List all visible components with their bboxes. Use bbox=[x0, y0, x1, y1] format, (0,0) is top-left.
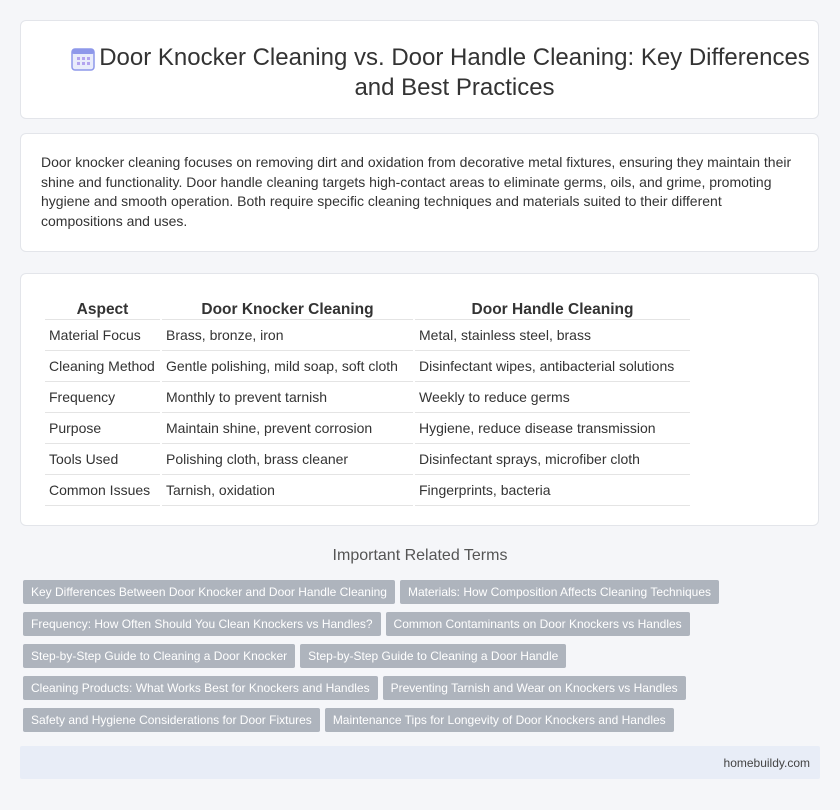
table-row bbox=[45, 413, 690, 444]
table-cell: Purpose bbox=[45, 413, 160, 444]
table-cell: Weekly to reduce germs bbox=[415, 382, 690, 413]
tag-row bbox=[23, 676, 823, 708]
tag-row bbox=[23, 644, 823, 676]
tag-row bbox=[23, 708, 823, 740]
table-cell: Tools Used bbox=[45, 444, 160, 475]
table-cell: Cleaning Method bbox=[45, 351, 160, 382]
table-cell: Metal, stainless steel, brass bbox=[415, 320, 690, 351]
related-term-tag[interactable]: Safety and Hygiene Considerations for Door Fixtures bbox=[23, 708, 320, 732]
related-term-tag[interactable]: Common Contaminants on Door Knockers vs Handles bbox=[386, 612, 690, 636]
related-terms-list bbox=[23, 580, 823, 740]
related-term-tag[interactable]: Key Differences Between Door Knocker and Door Handle Cleaning bbox=[23, 580, 395, 604]
table-cell: Disinfectant wipes, antibacterial solutions bbox=[415, 351, 690, 382]
page-title: Door Knocker Cleaning vs. Door Handle Cleaning: Key Differences and Best Practices bbox=[99, 44, 810, 101]
intro-text: Door knocker cleaning focuses on removing dirt and oxidation from decorative metal fixtures, ensuring they maintain their shine and functionality. Door handle cleaning targets high-contact areas to eliminate germs, oils, and grime, promoting hygiene and smooth operation. Both require specific cleaning techniques and materials suited to their different compositions and uses. bbox=[41, 154, 792, 229]
related-terms-title: Important Related Terms bbox=[332, 547, 508, 564]
related-term-tag[interactable]: Materials: How Composition Affects Cleaning Techniques bbox=[400, 580, 719, 604]
table-cell: Fingerprints, bacteria bbox=[415, 475, 690, 506]
related-term-tag[interactable]: Maintenance Tips for Longevity of Door Knockers and Handles bbox=[325, 708, 674, 732]
table-cell: Brass, bronze, iron bbox=[162, 320, 413, 351]
related-term-tag[interactable]: Step-by-Step Guide to Cleaning a Door Handle bbox=[300, 644, 566, 668]
table-cell: Disinfectant sprays, microfiber cloth bbox=[415, 444, 690, 475]
table-row bbox=[45, 351, 690, 382]
table-cell: Frequency bbox=[45, 382, 160, 413]
related-term-tag[interactable]: Frequency: How Often Should You Clean Knockers vs Handles? bbox=[23, 612, 381, 636]
comparison-card bbox=[20, 273, 819, 526]
table-cell: Monthly to prevent tarnish bbox=[162, 382, 413, 413]
intro-card bbox=[20, 133, 819, 252]
table-row bbox=[45, 475, 690, 506]
table-cell: Polishing cloth, brass cleaner bbox=[162, 444, 413, 475]
table-header-row bbox=[45, 295, 690, 320]
table-row bbox=[45, 382, 690, 413]
table-cell: Gentle polishing, mild soap, soft cloth bbox=[162, 351, 413, 382]
column-header-door-knocker: Door Knocker Cleaning bbox=[162, 295, 413, 320]
column-header-door-handle: Door Handle Cleaning bbox=[415, 295, 690, 320]
site-link[interactable]: homebuildy.com bbox=[723, 756, 810, 770]
tag-row bbox=[23, 580, 823, 612]
related-term-tag[interactable]: Preventing Tarnish and Wear on Knockers vs Handles bbox=[383, 676, 686, 700]
table-cell: Maintain shine, prevent corrosion bbox=[162, 413, 413, 444]
tag-row bbox=[23, 612, 823, 644]
table-cell: Common Issues bbox=[45, 475, 160, 506]
related-term-tag[interactable]: Step-by-Step Guide to Cleaning a Door Knocker bbox=[23, 644, 295, 668]
table-cell: Tarnish, oxidation bbox=[162, 475, 413, 506]
column-header-aspect: Aspect bbox=[45, 295, 160, 320]
footer bbox=[20, 746, 820, 779]
table-row bbox=[45, 444, 690, 475]
table-cell: Hygiene, reduce disease transmission bbox=[415, 413, 690, 444]
table-cell: Material Focus bbox=[45, 320, 160, 351]
comparison-table bbox=[43, 295, 692, 506]
header-card bbox=[20, 20, 819, 119]
table-row bbox=[45, 320, 690, 351]
related-term-tag[interactable]: Cleaning Products: What Works Best for Knockers and Handles bbox=[23, 676, 378, 700]
